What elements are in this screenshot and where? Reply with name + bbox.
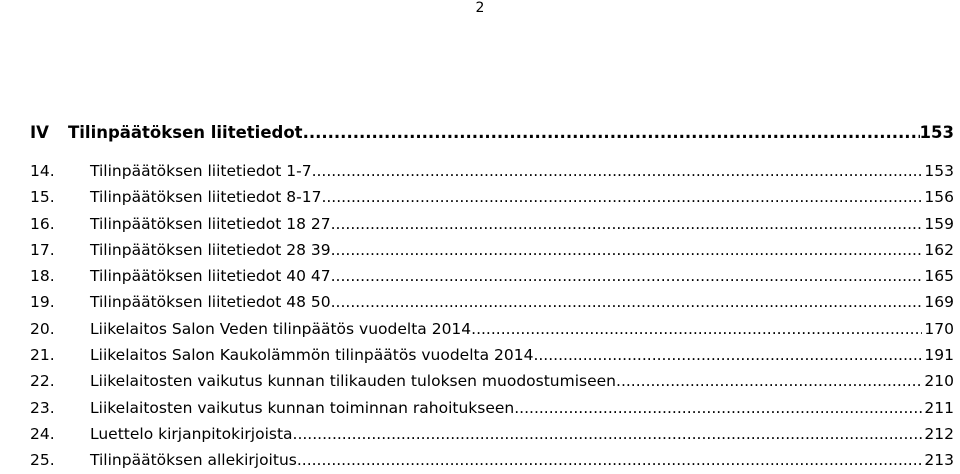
dot-leader <box>331 263 923 289</box>
dot-leader <box>303 122 920 144</box>
entry-title: Tilinpäätöksen liitetiedot 1-7 <box>90 162 312 180</box>
section-page: 153 <box>919 123 954 142</box>
toc-section-heading[interactable] <box>30 122 954 144</box>
entry-title: Tilinpäätöksen liitetiedot 48 50 <box>90 293 331 312</box>
toc-entry[interactable] <box>30 263 954 289</box>
entry-page: 210 <box>924 372 954 391</box>
toc-entry[interactable] <box>30 447 954 473</box>
toc-entry[interactable] <box>30 158 954 184</box>
entry-page: 156 <box>924 188 954 207</box>
toc-entry[interactable] <box>30 395 954 421</box>
entry-page: 211 <box>924 398 954 417</box>
entry-title: Tilinpäätöksen liitetiedot 28 39 <box>90 240 331 259</box>
dot-leader <box>533 342 922 368</box>
entry-number: 23. <box>30 398 55 417</box>
entry-number: 20. <box>30 319 55 338</box>
toc-entry[interactable] <box>30 184 954 210</box>
entry-page: 212 <box>924 424 954 443</box>
entry-number: 14. <box>30 162 55 180</box>
toc-entry[interactable] <box>30 211 954 237</box>
dot-leader <box>616 368 922 394</box>
entry-page: 213 <box>924 451 954 470</box>
entry-page: 159 <box>924 214 954 233</box>
entry-page: 153 <box>924 162 954 180</box>
dot-leader <box>321 184 922 210</box>
entry-number: 15. <box>30 188 55 207</box>
entry-page: 165 <box>924 267 954 286</box>
entry-page: 191 <box>924 346 954 365</box>
page-number: 2 <box>475 0 485 16</box>
entry-number: 24. <box>30 424 55 443</box>
toc-entry[interactable] <box>30 316 954 342</box>
entry-page: 169 <box>924 293 954 312</box>
dot-leader <box>331 211 923 237</box>
entry-number: 17. <box>30 240 55 259</box>
dot-leader <box>514 395 922 421</box>
entry-number: 18. <box>30 267 55 286</box>
toc-entry[interactable] <box>30 342 954 368</box>
entry-number: 19. <box>30 293 55 312</box>
dot-leader <box>297 447 923 473</box>
entry-title: Luettelo kirjanpitokirjoista <box>90 424 293 443</box>
entry-number: 16. <box>30 214 55 233</box>
entry-title: Liikelaitosten vaikutus kunnan tilikauden tuloksen muodostumiseen <box>90 372 617 391</box>
entry-title: Tilinpäätöksen liitetiedot 18 27 <box>90 214 331 233</box>
entry-number: 21. <box>30 346 55 365</box>
section-number: IV <box>30 123 49 142</box>
entry-title: Liikelaitos Salon Veden tilinpäätös vuodelta 2014 <box>90 319 472 338</box>
dot-leader <box>331 237 923 263</box>
entry-number: 22. <box>30 372 55 391</box>
entry-title: Liikelaitosten vaikutus kunnan toiminnan rahoitukseen <box>90 398 515 417</box>
toc-entry[interactable] <box>30 289 954 315</box>
toc-entries <box>30 158 954 474</box>
toc-entry[interactable] <box>30 421 954 447</box>
entry-number: 25. <box>30 451 55 470</box>
toc-entry[interactable] <box>30 237 954 263</box>
entry-title: Tilinpäätöksen liitetiedot 8-17 <box>90 188 322 207</box>
entry-page: 170 <box>924 319 954 338</box>
dot-leader <box>471 316 922 342</box>
entry-title: Tilinpäätöksen allekirjoitus <box>90 451 297 470</box>
entry-title: Tilinpäätöksen liitetiedot 40 47 <box>90 267 331 286</box>
dot-leader <box>331 289 923 315</box>
dot-leader <box>293 421 923 447</box>
toc-entry[interactable] <box>30 368 954 394</box>
dot-leader <box>312 158 923 184</box>
entry-page: 162 <box>924 240 954 259</box>
section-title: Tilinpäätöksen liitetiedot <box>68 123 303 142</box>
entry-title: Liikelaitos Salon Kaukolämmön tilinpäätös vuodelta 2014 <box>90 346 534 365</box>
